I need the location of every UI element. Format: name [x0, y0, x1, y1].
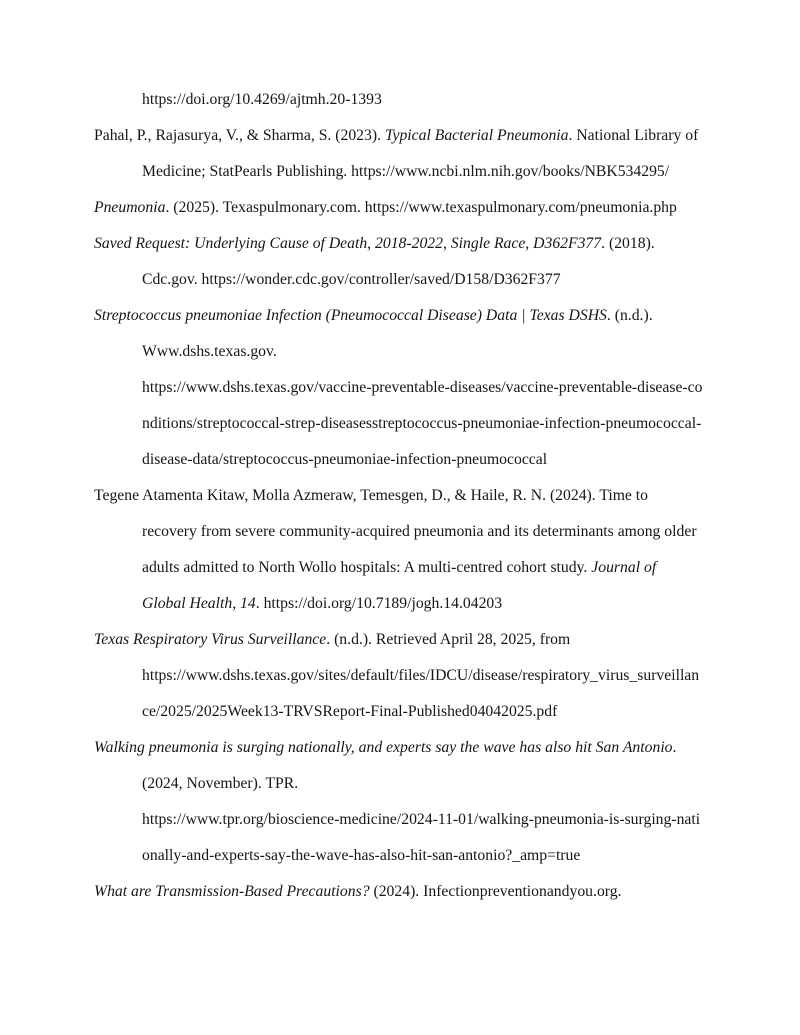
- reference-text-segment: . (2018).: [601, 235, 655, 252]
- reference-text-segment: Www.dshs.texas.gov.: [142, 343, 277, 360]
- reference-text-segment: What are Transmission-Based Precautions?: [94, 883, 370, 900]
- reference-entry: [94, 622, 706, 730]
- reference-text-segment: Pahal, P., Rajasurya, V., & Sharma, S. (2023).: [94, 127, 385, 144]
- reference-text-segment: Saved Request: Underlying Cause of Death, 2018-2022, Single Race, D362F377: [94, 235, 602, 252]
- reference-entry: [94, 82, 706, 118]
- reference-line: [94, 838, 706, 874]
- reference-text-segment: onally-and-experts-say-the-wave-has-also-hit-san-antonio?_amp=true: [142, 847, 581, 864]
- reference-line: [94, 226, 706, 262]
- reference-text-segment: Journal of: [591, 559, 657, 576]
- reference-line: [94, 586, 706, 622]
- reference-text-segment: .: [672, 739, 677, 756]
- reference-text-segment: Streptococcus pneumoniae Infection (Pneumococcal Disease) Data | Texas DSHS: [94, 307, 607, 324]
- reference-line: [94, 298, 706, 334]
- reference-line: [94, 442, 706, 478]
- reference-line: [94, 874, 706, 910]
- reference-line: [94, 766, 706, 802]
- reference-entry: [94, 298, 706, 478]
- reference-line: [94, 406, 706, 442]
- reference-text-segment: https://www.tpr.org/bioscience-medicine/2024-11-01/walking-pneumonia-is-surging-nati: [142, 811, 701, 828]
- reference-entry: [94, 118, 706, 190]
- reference-text-segment: . (n.d.).: [606, 307, 653, 324]
- reference-entry: [94, 730, 706, 874]
- reference-text-segment: https://doi.org/10.4269/ajtmh.20-1393: [142, 91, 382, 108]
- reference-entry: [94, 478, 706, 622]
- reference-text-segment: https://www.dshs.texas.gov/sites/default/files/IDCU/disease/respiratory_virus_surveillan: [142, 667, 700, 684]
- reference-text-segment: Global Health, 14: [142, 595, 256, 612]
- reference-text-segment: Medicine; StatPearls Publishing. https://www.ncbi.nlm.nih.gov/books/NBK534295/: [142, 163, 670, 180]
- reference-entry: [94, 226, 706, 298]
- reference-entry: [94, 190, 706, 226]
- reference-text-segment: Walking pneumonia is surging nationally, and experts say the wave has also hit San Antonio: [94, 739, 673, 756]
- reference-line: [94, 334, 706, 370]
- reference-text-segment: adults admitted to North Wollo hospitals: A multi-centred cohort study.: [142, 559, 592, 576]
- reference-text-segment: . National Library of: [568, 127, 699, 144]
- reference-line: [94, 370, 706, 406]
- reference-line: [94, 802, 706, 838]
- reference-text-segment: Typical Bacterial Pneumonia: [384, 127, 569, 144]
- reference-text-segment: . (2025). Texaspulmonary.com. https://www.texaspulmonary.com/pneumonia.php: [165, 199, 677, 216]
- reference-line: [94, 190, 706, 226]
- reference-line: [94, 262, 706, 298]
- reference-line: [94, 622, 706, 658]
- reference-text-segment: nditions/streptococcal-strep-diseasesstreptococcus-pneumoniae-infection-pneumococcal-: [142, 415, 702, 432]
- reference-text-segment: Pneumonia: [94, 199, 166, 216]
- reference-line: [94, 514, 706, 550]
- reference-line: [94, 694, 706, 730]
- reference-line: [94, 730, 706, 766]
- references-list: [94, 82, 706, 910]
- reference-text-segment: Cdc.gov. https://wonder.cdc.gov/controller/saved/D158/D362F377: [142, 271, 561, 288]
- reference-line: [94, 478, 706, 514]
- reference-line: [94, 118, 706, 154]
- reference-text-segment: recovery from severe community-acquired pneumonia and its determinants among older: [142, 523, 697, 540]
- reference-line: [94, 550, 706, 586]
- reference-text-segment: . https://doi.org/10.7189/jogh.14.04203: [255, 595, 503, 612]
- reference-text-segment: disease-data/streptococcus-pneumoniae-infection-pneumococcal: [142, 451, 548, 468]
- reference-text-segment: (2024). Infectionpreventionandyou.org.: [369, 883, 622, 900]
- reference-text-segment: . (n.d.). Retrieved April 28, 2025, from: [326, 631, 571, 648]
- reference-line: [94, 658, 706, 694]
- reference-text-segment: ce/2025/2025Week13-TRVSReport-Final-Published04042025.pdf: [142, 703, 558, 720]
- reference-line: [94, 82, 706, 118]
- reference-entry: [94, 874, 706, 910]
- reference-text-segment: https://www.dshs.texas.gov/vaccine-preventable-diseases/vaccine-preventable-disease-co: [142, 379, 703, 396]
- reference-text-segment: Tegene Atamenta Kitaw, Molla Azmeraw, Temesgen, D., & Haile, R. N. (2024). Time to: [94, 487, 649, 504]
- reference-text-segment: Texas Respiratory Virus Surveillance: [94, 631, 327, 648]
- reference-text-segment: (2024, November). TPR.: [142, 775, 299, 792]
- reference-line: [94, 154, 706, 190]
